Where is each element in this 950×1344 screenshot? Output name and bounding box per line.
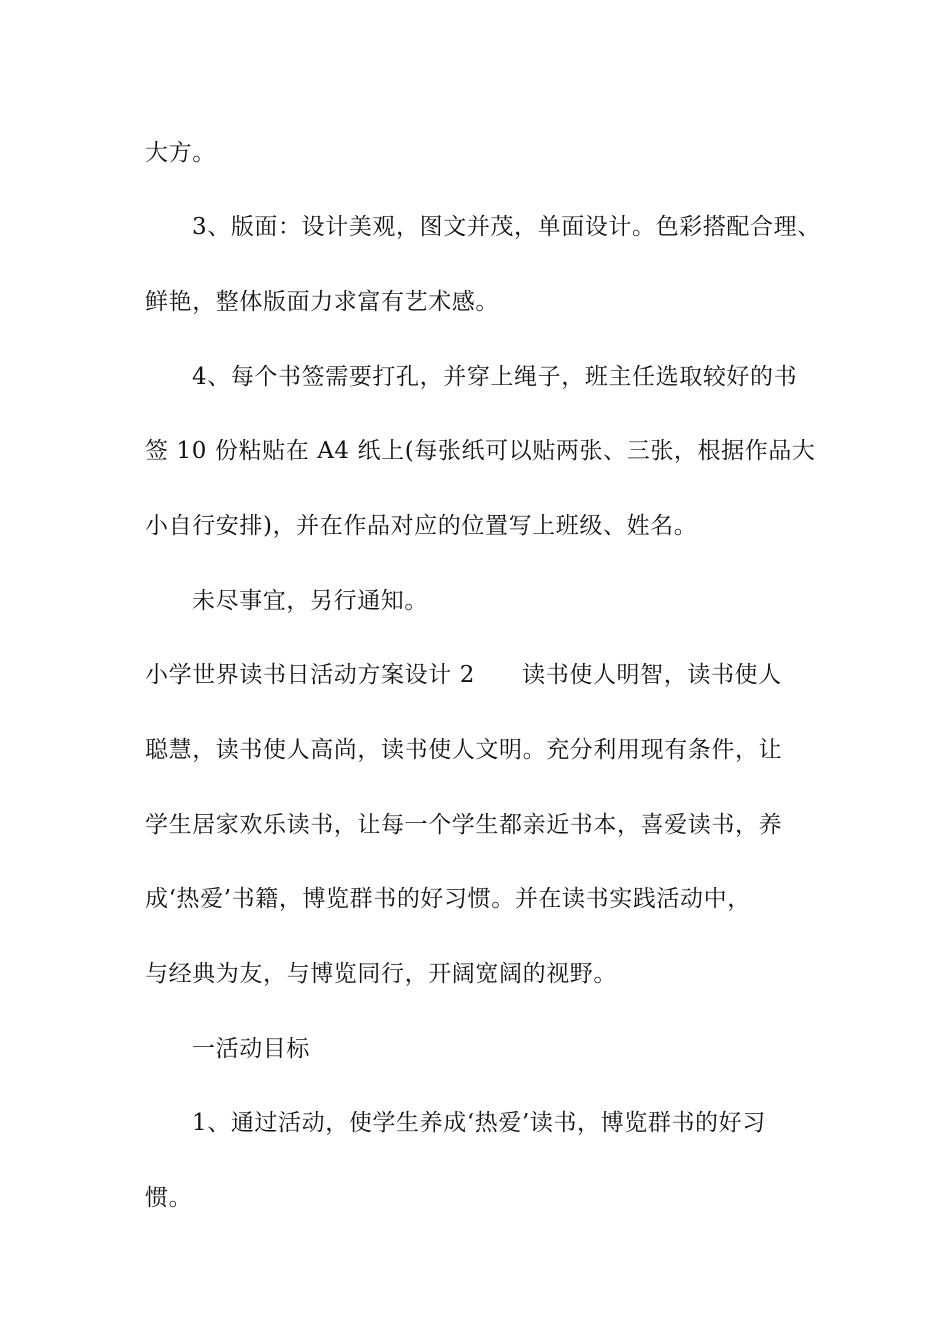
section-heading-line: 小学世界读书日活动方案设计 2 读书使人明智，读书使人 (145, 662, 782, 688)
text-line: 大方。 (145, 140, 216, 166)
text-line: 学生居家欢乐读书，让每一个学生都亲近书本，喜爱读书，养 (145, 812, 783, 838)
text-line: 3、版面：设计美观，图文并茂，单面设计。色彩搭配合理、 (192, 214, 821, 240)
text-line: 与经典为友，与博览同行，开阔宽阔的视野。 (145, 961, 617, 987)
text-line: 聪慧，读书使人高尚，读书使人文明。充分利用现有条件，让 (145, 737, 783, 763)
text-line: 成‘热爱’书籍，博览群书的好习惯。并在读书实践活动中， (145, 886, 751, 912)
text-line: 小自行安排)，并在作品对应的位置写上班级、姓名。 (145, 513, 698, 539)
text-line: 惯。 (145, 1185, 193, 1211)
text-line: 4、每个书签需要打孔，并穿上绳子，班主任选取较好的书 (192, 364, 798, 390)
text-line: 1、通过活动，使学生养成‘热爱’读书，博览群书的好习 (192, 1110, 766, 1136)
subheading-line: 一活动目标 (192, 1036, 310, 1062)
text-line: 鲜艳，整体版面力求富有艺术感。 (145, 289, 499, 315)
text-line: 未尽事宜，另行通知。 (192, 588, 428, 614)
text-line: 签 10 份粘贴在 A4 纸上(每张纸可以贴两张、三张，根据作品大 (145, 438, 816, 464)
